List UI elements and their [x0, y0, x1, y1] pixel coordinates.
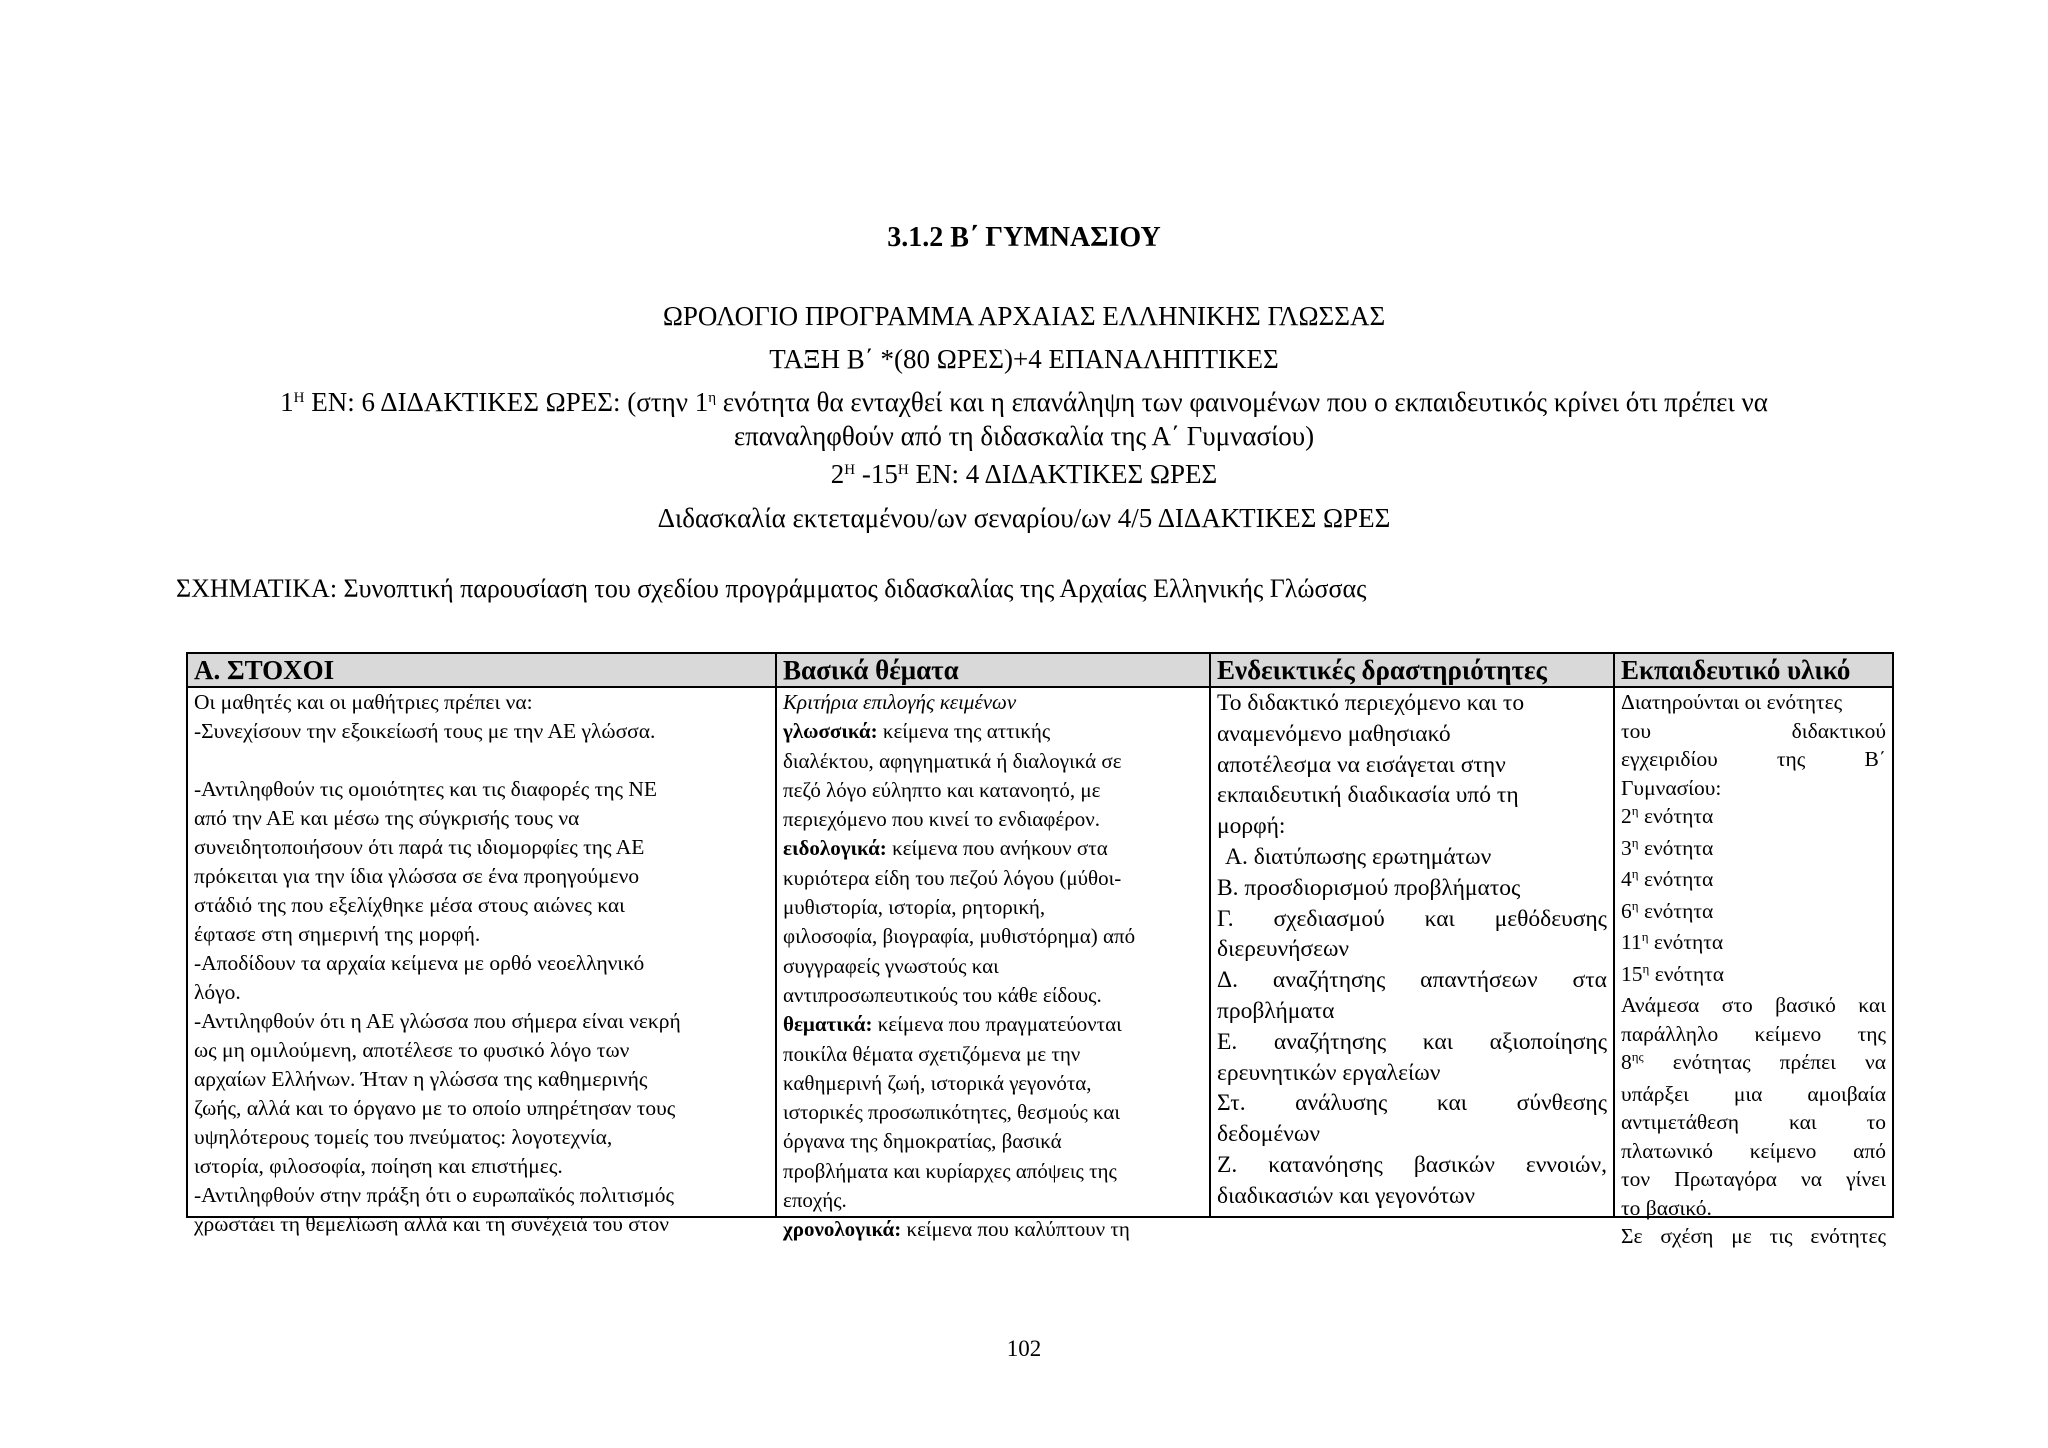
- goal-line: -Αντιληφθούν τις ομοιότητες και τις διαφορές της ΝΕ: [194, 777, 658, 801]
- activity-line: Στ. ανάλυσης και σύνθεσης: [1217, 1090, 1607, 1117]
- goal-line: από την ΑΕ και μέσω της σύγκρισής τους να: [194, 806, 580, 830]
- activity-line: αναμενόμενο μαθησιακό: [1217, 720, 1451, 747]
- materials-line: παράλληλο κείμενο της: [1621, 1021, 1886, 1046]
- materials-cell: [1614, 687, 1893, 1248]
- materials-line: $8^{\eta\varsigma}$ ενότητας πρέπει να: [1621, 1049, 1886, 1074]
- goal-line: Οι μαθητές και οι μαθήτριες πρέπει να:: [194, 690, 533, 714]
- goal-line: -Αντιληφθούν στην πράξη ότι ο ευρωπαϊκός πολιτισμός: [194, 1183, 675, 1207]
- header-line-6: Διδασκαλία εκτεταμένου/ων σεναρίου/ων 4/5 ΔΙΔΑΚΤΙΚΕΣ ΩΡΕΣ: [657, 503, 1391, 533]
- goals-cell: [187, 687, 776, 1236]
- header-line-5: $2^H$ $-15^H$ ΕΝ: 4 ΔΙΔΑΚΤΙΚΕΣ ΩΡΕΣ: [830, 459, 1218, 489]
- activity-line: μορφή:: [1217, 813, 1286, 840]
- themes-line: προβλήματα και κυρίαρχες απόψεις της: [783, 1158, 1117, 1183]
- header-goals: Α. ΣΤΟΧΟΙ: [187, 653, 776, 687]
- goal-line: συνειδητοποιήσουν ότι παρά τις ιδιομορφίες της ΑΕ: [194, 835, 645, 859]
- unit-line: $15^\eta$ ενότητα: [1621, 960, 1724, 986]
- themes-line: χρονολογικά: κείμενα που καλύπτουν τη: [783, 1217, 1130, 1242]
- goal-line: -Αντιληφθούν ότι η ΑΕ γλώσσα που σήμερα είναι νεκρή: [194, 1009, 681, 1033]
- activity-line: εκπαιδευτική διαδικασία υπό τη: [1217, 782, 1519, 809]
- goal-line: [194, 746, 769, 775]
- activities-list: [1217, 688, 1607, 1216]
- activity-line: διερευνήσεων: [1217, 936, 1350, 963]
- header-line-2: ΤΑΞΗ Β΄ *(80 ΩΡΕΣ)+4 ΕΠΑΝΑΛΗΠΤΙΚΕΣ: [769, 344, 1279, 374]
- materials-line: εγχειριδίου της Β΄: [1621, 747, 1886, 771]
- units-list: [1621, 802, 1886, 991]
- themes-line: εποχής.: [783, 1188, 847, 1213]
- goal-line: λόγο.: [194, 980, 241, 1004]
- goal-line: ως μη ομιλούμενη, αποτέλεσε το φυσικό λόγο των: [194, 1038, 630, 1062]
- activity-line: Β. προσδιορισμού προβλήματος: [1217, 874, 1521, 901]
- header-activities: Ενδεικτικές δραστηριότητες: [1210, 653, 1614, 687]
- materials-line: υπάρξει μια αμοιβαία: [1621, 1081, 1886, 1106]
- activity-line: Ζ. κατανόησης βασικών εννοιών,: [1217, 1151, 1607, 1178]
- materials-line: πλατωνικό κείμενο από: [1621, 1138, 1886, 1163]
- header-line-1: ΩΡΟΛΟΓΙΟ ΠΡΟΓΡΑΜΜΑ ΑΡΧΑΙΑΣ ΕΛΛΗΝΙΚΗΣ ΓΛΩΣΣΑΣ: [662, 301, 1386, 331]
- curriculum-table: [186, 652, 1894, 1248]
- themes-list: [783, 688, 1203, 1242]
- goal-line: στάδιό της που εξελίχθηκε μέσα στους αιώνες και: [194, 893, 625, 917]
- page-number: 102: [1006, 1336, 1042, 1361]
- unit-line: $6^\eta$ ενότητα: [1621, 897, 1714, 923]
- goal-line: -Συνεχίσουν την εξοικείωσή τους με την ΑΕ γλώσσα.: [194, 719, 656, 743]
- unit-line: $4^\eta$ ενότητα: [1621, 866, 1714, 891]
- activity-line: προβλήματα: [1217, 997, 1335, 1024]
- themes-line: συγγραφείς γνωστούς και: [783, 953, 999, 978]
- materials-line: αντιμετάθεση και το: [1621, 1110, 1886, 1134]
- materials-line: Σε σχέση με τις ενότητες: [1621, 1224, 1886, 1248]
- goal-line: έφτασε στη σημερινή της μορφή.: [194, 922, 481, 946]
- goals-list: [194, 688, 769, 1236]
- header-line-3: $1^H$ ΕΝ: 6 ΔΙΔΑΚΤΙΚΕΣ ΩΡΕΣ: (στην $1^\eta$ ενότητα θα ενταχθεί και η επανάληψη των φαινομένων που ο εκπαιδευτικός κρίνει ότι πρέπει να: [280, 387, 1768, 417]
- activity-line: αποτέλεσμα να εισάγεται στην: [1217, 751, 1506, 778]
- unit-line: $3^\eta$ ενότητα: [1621, 834, 1714, 860]
- themes-line: πεζό λόγο εύληπτο και κατανοητό, με: [783, 777, 1101, 802]
- themes-line: αντιπροσωπευτικούς του κάθε είδους.: [783, 982, 1102, 1007]
- materials-list: [1621, 688, 1886, 1248]
- summary-caption: ΣΧΗΜΑΤΙΚΑ: Συνοπτική παρουσίαση του σχεδίου προγράμματος διδασκαλίας της Αρχαίας Ελληνικής Γλώσσας: [176, 574, 1367, 603]
- unit-line: $2^\eta$ ενότητα: [1621, 803, 1714, 828]
- themes-line: διαλέκτου, αφηγηματικά ή διαλογικά σε: [783, 748, 1122, 773]
- activity-line: Γ. σχεδιασμού και μεθόδευσης: [1217, 905, 1607, 932]
- themes-line: όργανα της δημοκρατίας, βασικά: [783, 1129, 1062, 1154]
- header-materials: Εκπαιδευτικό υλικό: [1614, 653, 1893, 687]
- table-row: [187, 687, 1893, 1217]
- themes-line: φιλοσοφία, βιογραφία, μυθιστόρημα) από: [783, 924, 1136, 949]
- goal-line: -Αποδίδουν τα αρχαία κείμενα με ορθό νεοελληνικό: [194, 951, 645, 975]
- themes-line: κυριότερα είδη του πεζού λόγου (μύθοι-: [783, 865, 1122, 890]
- materials-line: Διατηρούνται οι ενότητες: [1621, 690, 1843, 714]
- goal-line: υψηλότερους τομείς του πνεύματος: λογοτεχνία,: [194, 1125, 613, 1149]
- themes-cell: [776, 687, 1210, 1242]
- themes-line: καθημερινή ζωή, ιστορικά γεγονότα,: [783, 1070, 1092, 1095]
- goal-line: πρόκειται για την ίδια γλώσσα σε ένα προηγούμενο: [194, 864, 640, 888]
- goal-line: ιστορία, φιλοσοφία, ποίηση και επιστήμες.: [194, 1154, 563, 1178]
- activities-cell: [1210, 687, 1614, 1217]
- goal-line: ζωής, αλλά και το όργανο με το οποίο υπηρέτησαν τους: [194, 1096, 676, 1120]
- materials-line: Γυμνασίου:: [1621, 775, 1722, 800]
- goal-line: αρχαίων Ελλήνων. Ήταν η γλώσσα της καθημερινής: [194, 1067, 648, 1091]
- themes-line: θεματικά: κείμενα που πραγματεύονται: [783, 1012, 1122, 1037]
- materials-line: τον Πρωταγόρα να γίνει: [1621, 1167, 1886, 1191]
- table-header-row: [187, 653, 1893, 687]
- activity-line: δεδομένων: [1217, 1121, 1320, 1148]
- themes-line: ιστορικές προσωπικότητες, θεσμούς και: [783, 1100, 1121, 1125]
- activity-line: Α. διατύπωσης ερωτημάτων: [1225, 843, 1492, 870]
- themes-line: ποικίλα θέματα σχετιζόμενα με την: [783, 1041, 1081, 1066]
- header-themes: Βασικά θέματα: [776, 653, 1210, 687]
- materials-line: του διδακτικού: [1621, 718, 1886, 743]
- goal-line: χρωστάει τη θεμελίωση αλλά και τη συνέχειά του στον: [194, 1212, 669, 1236]
- themes-line: μυθιστορία, ιστορία, ρητορική,: [783, 895, 1046, 920]
- activity-line: Δ. αναζήτησης απαντήσεων στα: [1217, 967, 1607, 994]
- section-heading: 3.1.2 Β΄ ΓΥΜΝΑΣΙΟΥ: [887, 222, 1161, 253]
- activity-line: Ε. αναζήτησης και αξιοποίησης: [1217, 1028, 1607, 1055]
- header-line-4: επαναληφθούν από τη διδασκαλία της Α΄ Γυμνασίου): [733, 421, 1315, 451]
- activity-line: Το διδακτικό περιεχόμενο και το: [1217, 690, 1525, 716]
- activity-line: διαδικασιών και γεγονότων: [1217, 1182, 1476, 1209]
- materials-line: Ανάμεσα στο βασικό και: [1621, 993, 1886, 1017]
- themes-line: περιεχόμενο που κινεί το ενδιαφέρον.: [783, 807, 1100, 832]
- themes-line: ειδολογικά: κείμενα που ανήκουν στα: [783, 836, 1108, 861]
- materials-line: το βασικό.: [1621, 1195, 1712, 1220]
- unit-line: $11^\eta$ ενότητα: [1621, 929, 1724, 954]
- themes-line: γλωσσικά: κείμενα της αττικής: [783, 719, 1051, 744]
- activity-line: ερευνητικών εργαλείων: [1217, 1059, 1441, 1086]
- criteria-title: Κριτήρια επιλογής κειμένων: [783, 690, 1017, 714]
